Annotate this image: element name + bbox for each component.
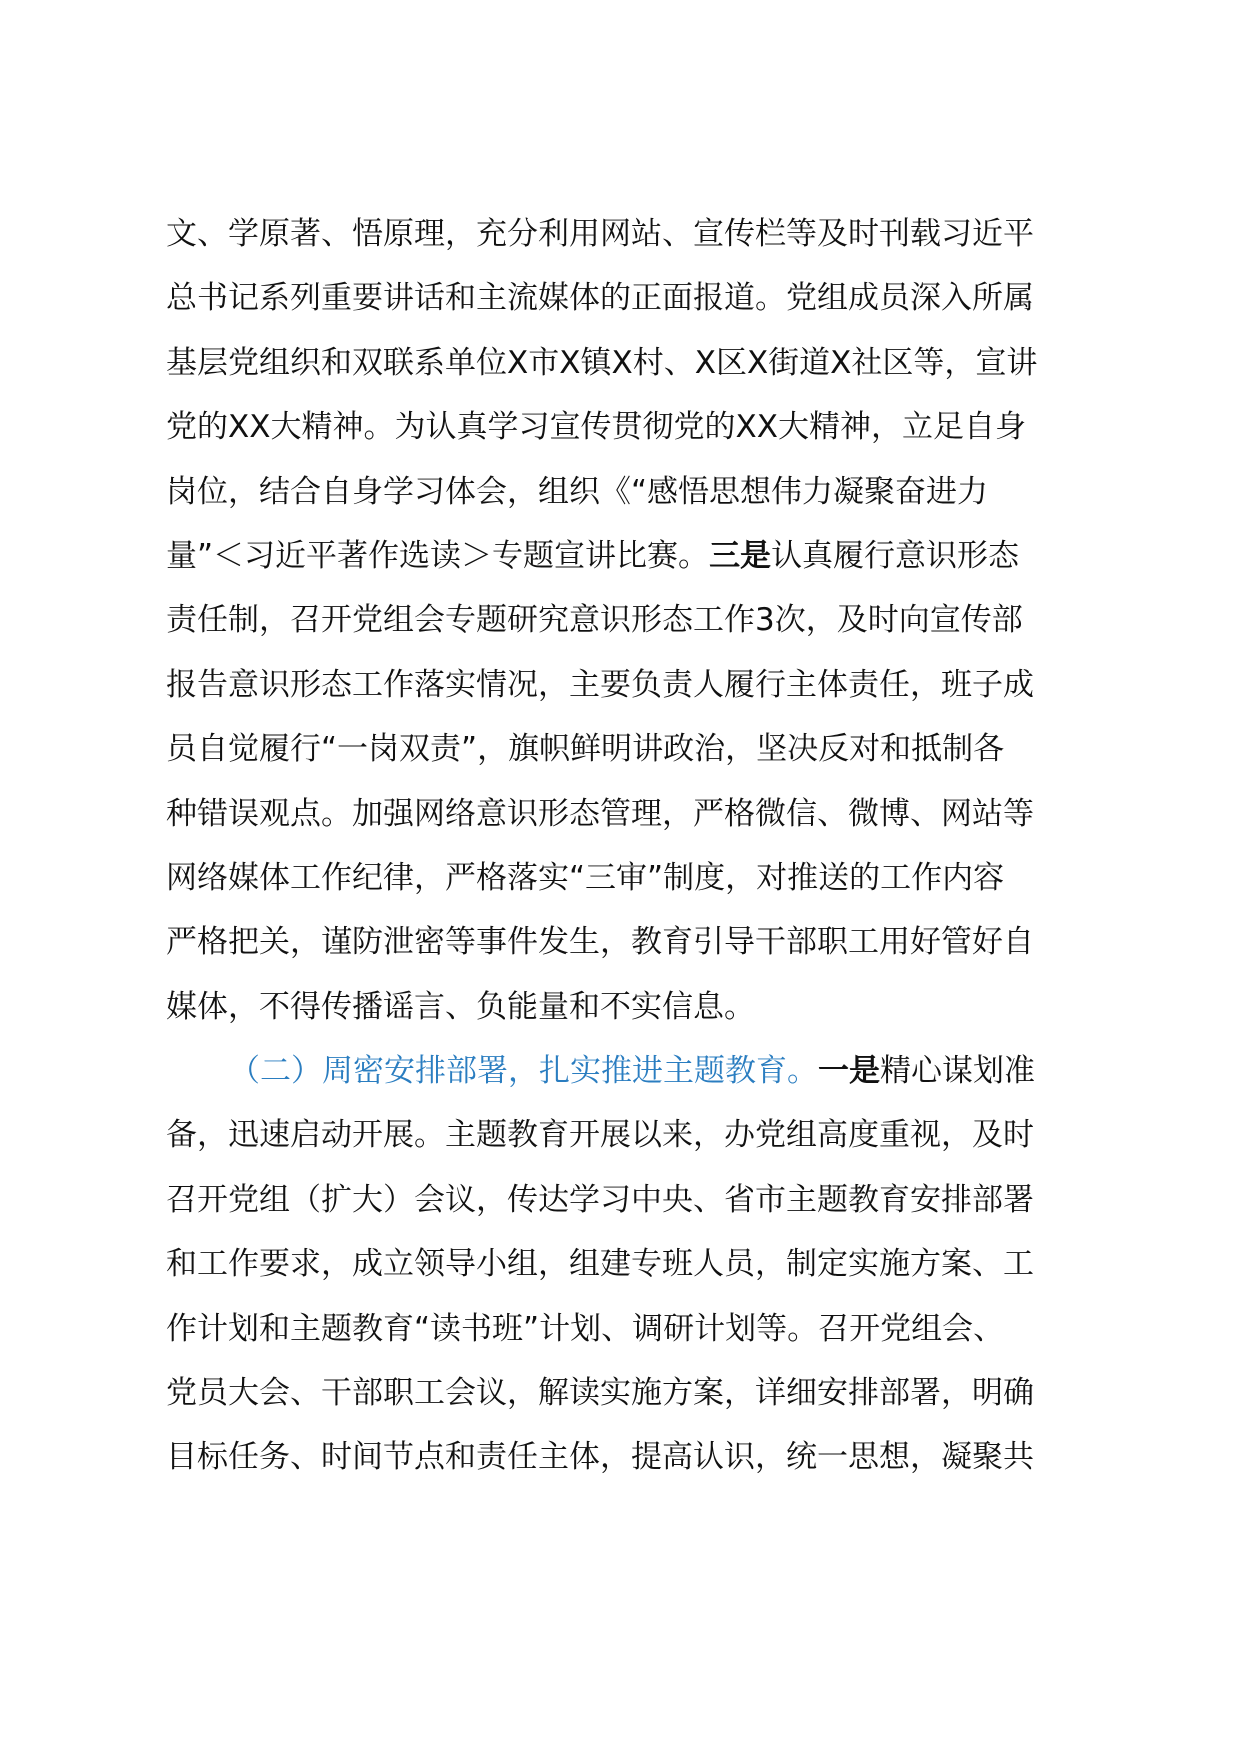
text-run: 作计划和主题教育“读书班”计划、调研计划等。召开党组会、: [166, 1310, 1005, 1347]
text-line: [166, 1103, 1096, 1167]
text-run: 报告意识形态工作落实情况，主要负责人履行主体责任，班子成: [166, 666, 1034, 703]
text-run: 精心谋划准: [880, 1053, 1035, 1090]
text-line: [166, 1425, 1096, 1489]
text-line: [166, 266, 1096, 330]
text-run: 种错误观点。加强网络意识形态管理，严格微信、微博、网站等: [166, 795, 1034, 832]
text-run: 党员大会、干部职工会议，解读实施方案，详细安排部署，明确: [166, 1375, 1034, 1412]
bold-lead-phrase: 一是: [818, 1053, 880, 1090]
text-run: 严格把关，谨防泄密等事件发生，教育引导干部职工用好管好自: [166, 924, 1034, 961]
text-run: 文、学原著、悟原理，充分利用网站、宣传栏等及时刊载习近平: [166, 216, 1034, 252]
body-text: [166, 202, 1096, 1490]
text-run: 总书记系列重要讲话和主流媒体的正面报道。党组成员深入所属: [166, 280, 1034, 317]
text-run: 目标任务、时间节点和责任主体，提高认识，统一思想，凝聚共: [166, 1439, 1034, 1476]
text-run: 责任制，召开党组会专题研究意识形态工作3次，及时向宣传部: [166, 602, 1023, 639]
text-run: 备，迅速启动开展。主题教育开展以来，办党组高度重视，及时: [166, 1117, 1034, 1154]
text-line: [166, 653, 1096, 717]
text-run: 网络媒体工作纪律，严格落实“三审”制度，对推送的工作内容: [166, 859, 1005, 896]
text-run: 认真履行意识形态: [771, 537, 1020, 574]
text-run: 媒体，不得传播谣言、负能量和不实信息。: [166, 988, 755, 1025]
text-run: 召开党组（扩大）会议，传达学习中央、省市主题教育安排部署: [166, 1181, 1034, 1218]
text-line: [166, 202, 1096, 266]
text-line: [166, 1232, 1096, 1296]
text-line: [166, 1168, 1096, 1232]
text-line: [166, 782, 1096, 846]
bold-lead-phrase: 三是: [709, 537, 772, 574]
text-run: 基层党组织和双联系单位X市X镇X村、X区X街道X社区等，宣讲: [166, 344, 1038, 381]
text-line: [166, 524, 1096, 588]
text-line: [166, 910, 1096, 974]
text-line: [166, 1039, 1096, 1103]
text-line: [166, 588, 1096, 652]
text-line: [166, 395, 1096, 459]
text-run: 量”＜习近平著作选读＞专题宣讲比赛。: [166, 537, 710, 574]
text-run: 岗位，结合自身学习体会，组织《“感悟思想伟力凝聚奋进力: [166, 473, 989, 510]
text-run: 员自觉履行“一岗双责”，旗帜鲜明讲政治，坚决反对和抵制各: [166, 731, 1005, 768]
text-line: [166, 975, 1096, 1039]
text-run: 和工作要求，成立领导小组，组建专班人员，制定实施方案、工: [166, 1246, 1034, 1283]
section-heading: （二）周密安排部署，扎实推进主题教育。: [229, 1053, 818, 1090]
text-line: [166, 331, 1096, 395]
text-line: [166, 1361, 1096, 1425]
text-line: [166, 1297, 1096, 1361]
text-line: [166, 846, 1096, 910]
text-line: [166, 460, 1096, 524]
text-run: 党的XX大精神。为认真学习宣传贯彻党的XX大精神，立足自身: [166, 409, 1026, 446]
text-line: [166, 717, 1096, 781]
